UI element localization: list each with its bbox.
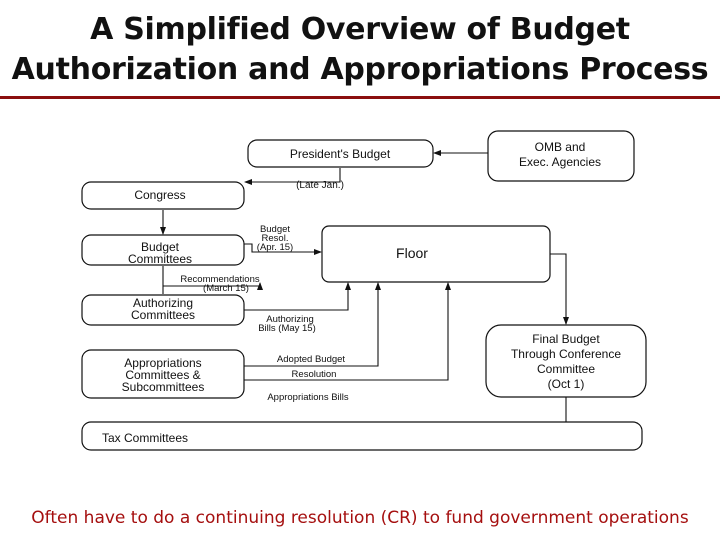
appropriations-label-2: Committees & (125, 368, 201, 382)
final-budget-label-2: Through Conference (510, 347, 622, 361)
final-budget-label-4: (Oct 1) (547, 377, 585, 391)
title-line-2: Authorization and Appropriations Process (11, 52, 709, 87)
congress-label: Congress (134, 188, 186, 202)
presidents-budget-label: President's Budget (289, 147, 391, 161)
budget-resol-label-3: (Apr. 15) (256, 242, 294, 253)
omb-label-line-1: OMB and (534, 140, 586, 154)
floor-to-conference-arrow (550, 254, 566, 324)
appropriations-label-3: Subcommittees (121, 380, 205, 394)
recommendations-label-1: Recommendations (180, 274, 260, 285)
authorizing-bills-label-2: Bills (May 15) (258, 323, 316, 334)
appropriations-label-1: Appropriations (124, 356, 202, 370)
authorizing-bills-label-1: Authorizing (266, 314, 314, 325)
late-jan-label: (Late Jan.) (296, 180, 344, 191)
authorizing-committees-label-1: Authorizing (132, 296, 194, 310)
title-line-1: A Simplified Overview of Budget (90, 12, 630, 47)
authorizing-bills-to-floor-arrow (244, 283, 348, 310)
budget-resol-label-2: Resol. (261, 233, 289, 244)
budget-committees-label-1: Budget (140, 240, 180, 254)
floor-label: Floor (396, 245, 428, 261)
omb-label-line-2: Exec. Agencies (518, 155, 602, 169)
adopted-budget-label-1: Adopted Budget (276, 354, 346, 365)
budget-resol-label-1: Budget (259, 224, 291, 235)
recommendations-label-2: (March 15) (203, 283, 249, 294)
floor-box (322, 226, 550, 282)
adopted-budget-label-2: Resolution (291, 369, 337, 380)
footer-note: Often have to do a continuing resolution (CR) to fund government operations (31, 508, 689, 528)
tax-committees-label: Tax Committees (102, 431, 189, 445)
final-budget-label-1: Final Budget (532, 332, 600, 346)
final-budget-label-3: Committee (536, 362, 596, 376)
budget-committees-label-2: Committees (127, 252, 193, 266)
authorizing-committees-label-2: Committees (130, 308, 196, 322)
appropriations-bills-label: Appropriations Bills (267, 392, 349, 403)
